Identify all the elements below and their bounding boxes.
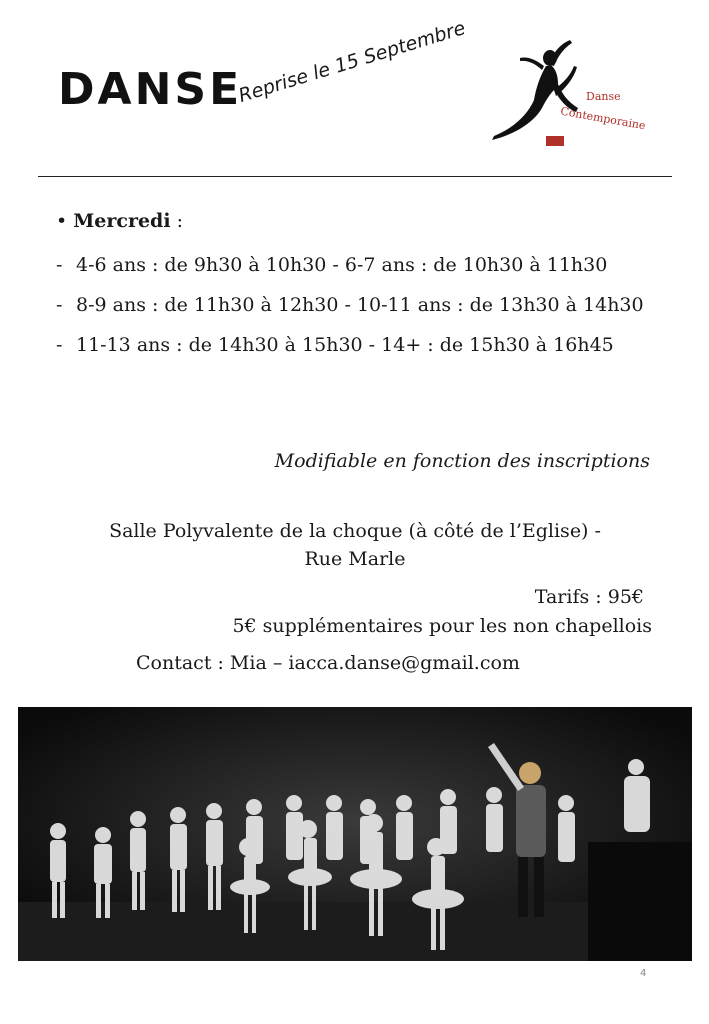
schedule-day-suffix: : — [170, 210, 184, 232]
dancer-logo-icon — [488, 36, 658, 156]
tarifs-extra: 5€ supplémentaires pour les non chapellois — [232, 615, 652, 637]
schedule-item — [56, 330, 656, 360]
page-number: 4 — [640, 968, 647, 979]
page-title: DANSE — [58, 64, 243, 115]
schedule-day-line — [56, 206, 656, 236]
venue-line-1: Salle Polyvalente de la choque (à côté de l’Eglise) - — [109, 520, 601, 542]
dash-icon: - — [56, 254, 63, 276]
schedule-item — [56, 290, 656, 320]
schedule-day: Mercredi — [73, 210, 171, 232]
dancers-photo — [18, 707, 692, 961]
schedule-item — [56, 250, 656, 280]
schedule-item-text: 8-9 ans : de 11h30 à 12h30 - 10-11 ans : de 13h30 à 14h30 — [76, 294, 644, 316]
logo-label-danse: Danse — [586, 90, 621, 103]
dash-icon: - — [56, 294, 63, 316]
header-divider — [38, 176, 672, 177]
tarifs: Tarifs : 95€ — [534, 586, 644, 608]
venue-block — [40, 517, 670, 573]
schedule-item-text: 11-13 ans : de 14h30 à 15h30 - 14+ : de 15h30 à 16h45 — [76, 334, 614, 356]
schedule-item-text: 4-6 ans : de 9h30 à 10h30 - 6-7 ans : de 10h30 à 11h30 — [76, 254, 608, 276]
bullet-icon: • — [56, 210, 74, 232]
dash-icon: - — [56, 334, 63, 356]
schedule-section — [56, 206, 656, 370]
schedule-note: Modifiable en fonction des inscriptions — [274, 450, 650, 472]
logo-label-contemporaine: Contemporaine — [559, 104, 647, 133]
venue-line-2: Rue Marle — [304, 548, 406, 570]
contact-line: Contact : Mia – iacca.danse@gmail.com — [136, 652, 520, 674]
reprise-date: Reprise le 15 Septembre — [236, 17, 469, 108]
